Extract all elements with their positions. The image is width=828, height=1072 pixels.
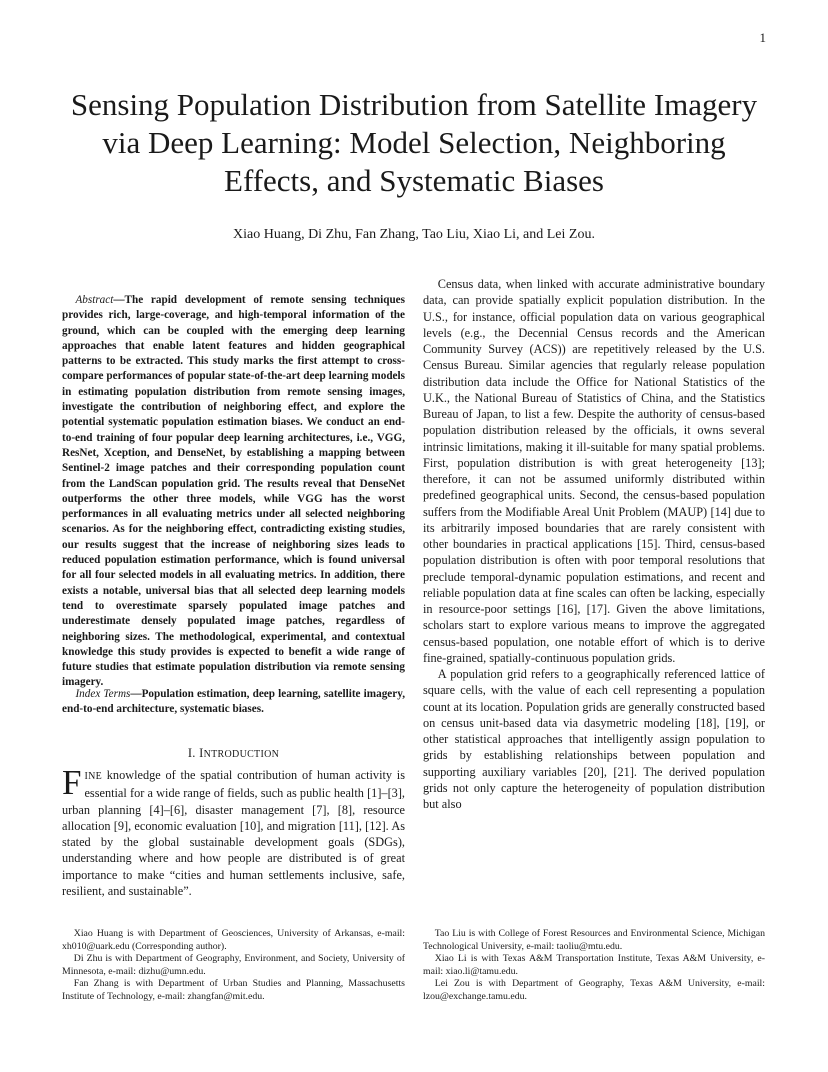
- footnote: Xiao Huang is with Department of Geosciences, University of Arkansas, e-mail: xh010@uark.edu (Corresponding author).: [62, 928, 405, 952]
- intro-paragraph: [62, 763, 405, 899]
- index-terms: [62, 687, 405, 718]
- abstract-text: —The rapid development of remote sensing techniques provides rich, large-coverage, and high-temporal information of the ground, which can be coupled with the emerging deep learning approaches that enable latent features and hidden geographical patterns to be extracted. This study marks the first attempt to cross-compare performances of popular state-of-the-art deep learning models in estimating population distribution from remote sensing images, investigate the contribution of neighboring effect, and explore the potential systematic population estimation biases. We conduct an end-to-end training of four popular deep learning architectures, i.e., VGG, ResNet, Xception, and DenseNet, by establishing a mapping between Sentinel-2 image patches and their corresponding population count from the LandScan population grid. The results reveal that DenseNet outperforms the other three models, while VGG has the worst performances in all evaluating metrics under all selected neighboring scenarios. As for the neighboring effect, contradicting existing studies, our results suggest that the increase of neighboring sizes leads to reduced population estimation performance, which is found universal for all four selected models in all evaluating metrics. In addition, there exists a notable, universal bias that all selected deep learning models tend to overestimate sparsely populated image patches and underestimate densely populated image patches, regardless of neighboring sizes. The methodological, experimental, and contextual knowledge this study provides is expected to benefit a wide range of future studies that estimate population distribution via remote sensing imagery.: [62, 294, 405, 689]
- drop-cap: F: [62, 763, 82, 802]
- intro-text: knowledge of the spatial contribution of human activity is essential for a wide range of fields, such as public health [1]–[3], urban planning [4]–[6], disaster management [7], [8], resource allocation [9], economic evaluation [10], and migration [11], [12]. As stated by the global sustainable development goals (SDGs), understanding where and how people are distributed is of great importance to make “cities and human settlements inclusive, safe, resilient, and sustainable”.: [62, 768, 405, 899]
- abstract-lead: Abstract: [75, 294, 114, 306]
- index-terms-lead: Index Terms: [75, 688, 131, 700]
- index-terms-text: —Population estimation, deep learning, satellite imagery, end-to-end architecture, systematic biases.: [62, 688, 405, 716]
- footnote: Xiao Li is with Texas A&M Transportation Institute, Texas A&M University, e-mail: xiao.li@tamu.edu.: [423, 953, 765, 977]
- footnotes-right: [423, 928, 765, 1004]
- right-column-body: [423, 276, 765, 812]
- section-title-rest: NTRODUCTION: [203, 749, 280, 760]
- footnote: Lei Zou is with Department of Geography, Texas A&M University, e-mail: lzou@exchange.tamu.edu.: [423, 978, 765, 1002]
- footnote: Di Zhu is with Department of Geography, Environment, and Society, University of Minnesota, e-mail: dizhu@umn.edu.: [62, 953, 405, 977]
- abstract: [62, 293, 405, 691]
- footnote: Tao Liu is with College of Forest Resources and Environmental Science, Michigan Technological University, e-mail: taoliu@mtu.edu.: [423, 928, 765, 952]
- author-list: Xiao Huang, Di Zhu, Fan Zhang, Tao Liu, Xiao Li, and Lei Zou.: [233, 227, 595, 242]
- section-heading-introduction: [62, 746, 405, 761]
- body-paragraph-census: Census data, when linked with accurate administrative boundary data, can provide spatially explicit population distribution. In the U.S., for instance, official population data on various geographical levels (e.g., the Decennial Census records and the American Community Survey (ACS)) are repetitively released by the U.S. Census Bureau. Similar agencies that regularly release population distribution data include the Office for National Statistics of the U.K., the National Bureau of Statistics of China, and the Statistics Bureau of Japan, to list a few. Despite the authority of census-based population distribution released by the officials, it owns several intrinsic limitations, making it ill-suitable for many spatial problems. First, population distribution is with great heterogeneity [13]; therefore, it can not be assumed uniformly distributed within predefined geographical units. Second, the census-based population suffers from the Modifiable Areal Unit Problem (MAUP) [14] due to its arbitrarily imposed boundaries that are rarely consistent with other boundaries in practical applications [15]. Third, census-based population distribution is often with poor temporal resolutions that preclude temporal-dynamic population estimations, and recent and reliable population data at fine scales can often be lacking, especially in resource-poor settings [16], [17]. Given the above limitations, scholars start to explore various means to improve the aggregated census-based population, one notable effort of which is to derive fine-grained, spatially-continuous population grids.: [423, 277, 765, 665]
- footnote: Fan Zhang is with Department of Urban Studies and Planning, Massachusetts Institute of Technology, e-mail: zhangfan@mit.edu.: [62, 978, 405, 1002]
- section-number: I.: [187, 746, 196, 760]
- intro-smallcaps: INE: [84, 771, 103, 782]
- footnotes-left: [62, 928, 405, 1004]
- body-paragraph-population-grid: A population grid refers to a geographically referenced lattice of square cells, with the value of each cell representing a population count at its location. Population grids are generally constructed based on census unit-based data via dasymetric modeling [18], [19], or other statistical approaches that intelligently assign population to grids by establishing relationships between population and supporting auxiliary variables [20], [21]. The derived population grids not only capture the heterogeneity of population distribution but also: [423, 667, 765, 811]
- paper-title: Sensing Population Distribution from Satellite Imagery via Deep Learning: Model Selection, Neighboring Effects, and Systematic Biases: [70, 87, 758, 198]
- page-number: 1: [759, 30, 766, 45]
- section-initial: I: [199, 746, 204, 760]
